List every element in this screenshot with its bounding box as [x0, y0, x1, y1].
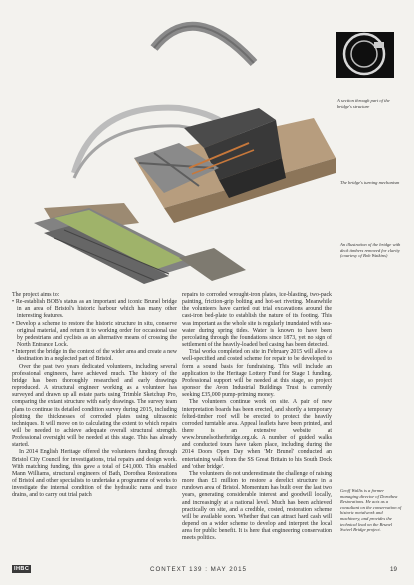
ihbc-logo: IHBC	[14, 566, 30, 572]
paragraph: The volunteers continue work on site. A pair of new interpretation boards has been erected, and shortly a temporary felted-timber roof will be erected to protect the heavily corroded turntable area. Appeal leaflets have been printed, and there is an extensive website at www.brunelsotherbridge.org.uk. A number of guided walks and conducted tours have taken place, including during the 2014 Doors Open Day when 'Mr Brunel' conducted an entertaining walk from the SS Great Britain to his South Dock and 'other bridge'.	[182, 399, 332, 470]
bridge-section-illustration	[14, 8, 336, 293]
left-column	[12, 292, 177, 500]
paragraph: In 2014 English Heritage offered the volunteers funding through Bristol City Council for investigations, trial repairs and design work. With matching funding, this gave a total of £41,000. This enabled Mann Williams, structural engineers of Bath, Dorothea Restorations of Bristol and other specialists to undertake a programme of works to investigate the internal condition of the hydraulic rams and trace drains, and to carry out trial patch	[12, 449, 177, 499]
author-bio: Geoff Wallis is a former managing director of Dorothea Restorations. He acts as a consultant on the conservation of historic metalwork and machinery, and provides the technical lead on the Brunel Swivel Bridge project.	[340, 488, 402, 533]
paragraph: repairs to corroded wrought-iron plates, ice-blasting, two-pack painting, friction-grip bolting and hot-set riveting. Meanwhile the volunteers have carried out trial excavations around the cast-iron bed-plate to establish the nature of its footing. This was important as the whole site is regularly inundated with sea-water during spring tides. Water is known to have been percolating through the foundations since 1873, yet no sign of settlement of the heavily-loaded bed casing has been detected.	[182, 292, 332, 349]
caption-winding: The bridge's turning mechanism	[340, 180, 400, 185]
paragraph: Trial works completed on site in February 2015 will allow a well-specified and costed scheme for repair to be developed to form a sound basis for fundraising. This will include an application to the Heritage Lottery Fund for Stage 1 funding. Professional support will be needed at this stage, so project sponsor the Avon Industrial Buildings Trust is currently seeking £35,000 pump-priming money.	[182, 349, 332, 399]
list-item: • Interpret the bridge in the context of the wider area and create a new destination in a neglected part of Bristol.	[12, 349, 177, 363]
bridge-section-photo	[336, 32, 394, 78]
issue-label: CONTEXT 139 : MAY 2015	[150, 566, 247, 573]
caption-section: A section through part of the bridge's structure	[337, 98, 390, 109]
caption-illustration: An illustration of the bridge with deck timbers removed for clarity (courtesy of Bob Watkins)	[340, 242, 401, 259]
page-number: 19	[390, 566, 397, 573]
list-item: • Develop a scheme to restore the historic structure in situ, conserve original material, and return it to working order for occasional use by pedestrians and cyclists as an alternative means of crossing the North Entrance Lock.	[12, 320, 177, 349]
intro-text: The project aims to:	[12, 292, 60, 298]
project-aims-list	[12, 299, 177, 363]
right-column	[182, 292, 332, 542]
list-item: • Re-establish BOB's status as an important and iconic Brunel bridge in an area of Bristol's historic harbour which has many other interesting features.	[12, 299, 177, 320]
paragraph: The volunteers do not underestimate the challenge of raising more than £1 million to restore a derelict structure in a rundown area of Bristol. Momentum has built over the last two years, generating considerable interest and goodwill locally, and increasingly at a national level. Much has been achieved practically on site, and a credible, costed, restoration scheme will be available soon. Whether that can attract hard cash will depend on a wider scheme to develop and interpret the local area for public benefit. It is here that engineering conservation meets politics.	[182, 470, 332, 542]
bridge-section-photo-graphic	[336, 32, 394, 78]
paragraph: Over the past two years dedicated volunteers, including several professional engineers, have achieved much. The history of the bridge has been thoroughly researched and early drawings reproduced. A structural engineer working as a volunteer has surveyed and drawn up all estate parts using Trimble Sketchup Pro, comparing the extant structure with early drawings. The survey team plans to continue its detailed condition survey during 2015, including plotting the thicknesses of corroded plates using ultrasonic techniques. It will move on to calculating the extent to which repairs will be needed to achieve adequate overall structural strength. Professional oversight will be needed at this stage. This has already started.	[12, 363, 177, 449]
